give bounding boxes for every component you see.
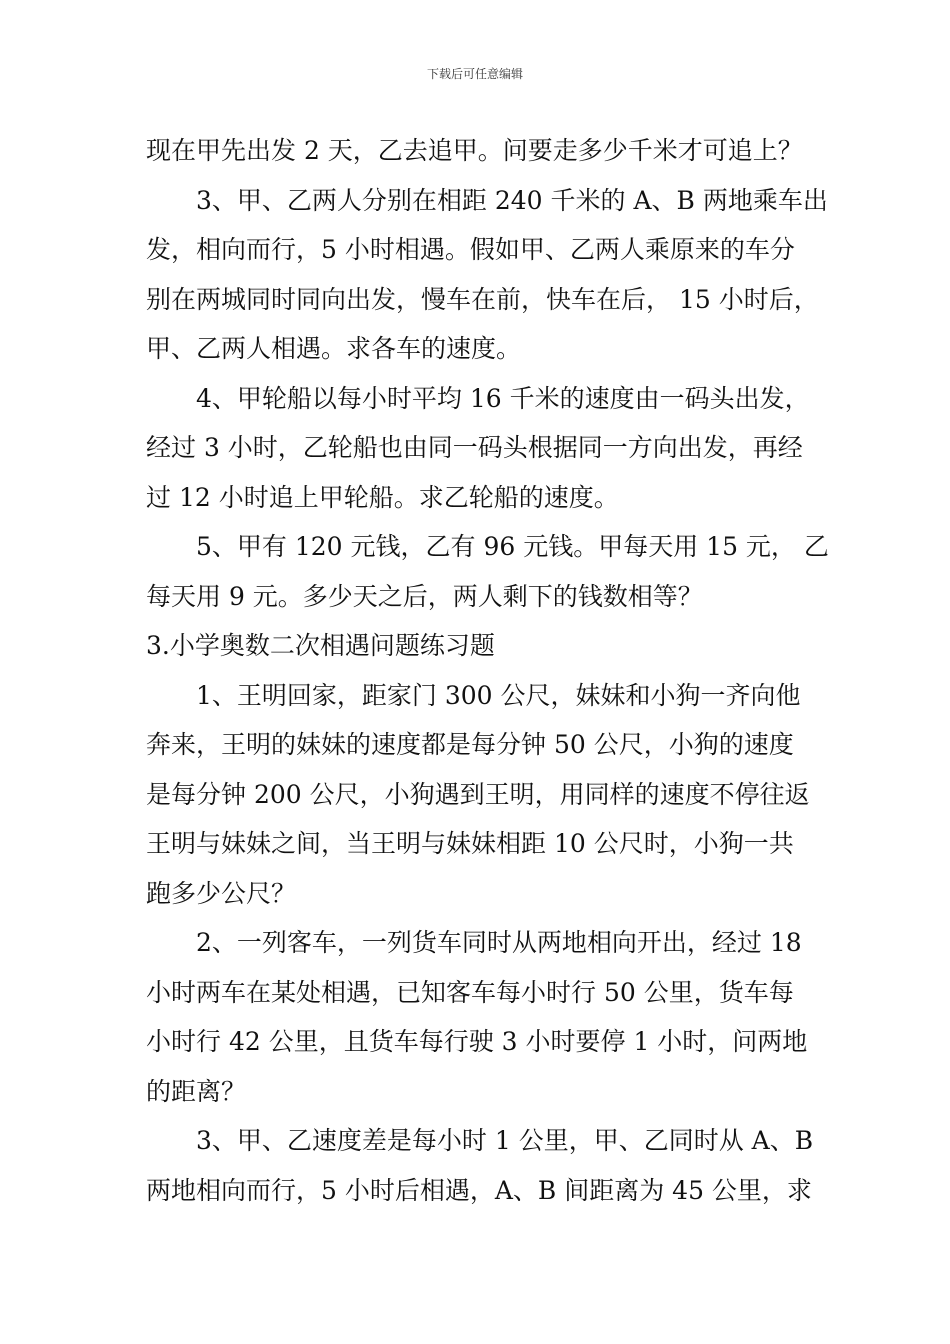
text-line: 甲、乙两人相遇。求各车的速度。 bbox=[146, 334, 522, 363]
text-line: 2、一列客车，一列货车同时从两地相向开出，经过 18 bbox=[196, 928, 802, 957]
text-line: 小时行 42 公里，且货车每行驶 3 小时要停 1 小时，问两地 bbox=[146, 1027, 808, 1056]
paragraph-problem-3 bbox=[146, 176, 828, 374]
text-line: 别在两城同时同向出发，慢车在前，快车在后， 15 小时后， bbox=[146, 284, 819, 314]
text-line: 3、甲、乙两人分别在相距 240 千米的 A、B 两地乘车出 bbox=[196, 185, 828, 215]
paragraph-exercise-2 bbox=[146, 918, 816, 1116]
text-line: 经过 3 小时，乙轮船也由同一码头根据同一方向出发，再经 bbox=[146, 433, 803, 462]
text-line: 跑多少公尺？ bbox=[146, 878, 297, 908]
text-line: 现在甲先出发 2 天，乙去追甲。问要走多少千米才可追上？ bbox=[146, 136, 803, 165]
text-line: 发，相向而行，5 小时相遇。假如甲、乙两人乘原来的车分 bbox=[146, 235, 795, 264]
paragraph-exercise-3 bbox=[146, 1116, 816, 1215]
text-line: 是每分钟 200 公尺，小狗遇到王明，用同样的速度不停往返 bbox=[146, 779, 810, 809]
document-body bbox=[146, 126, 829, 1215]
page-header: 下载后可任意编辑 bbox=[426, 67, 523, 81]
paragraph-problem-4 bbox=[146, 374, 816, 523]
text-line: 过 12 小时追上甲轮船。求乙轮船的速度。 bbox=[146, 482, 619, 512]
paragraph-continuation bbox=[146, 126, 816, 176]
text-line: 奔来，王明的妹妹的速度都是每分钟 50 公尺，小狗的速度 bbox=[146, 730, 794, 759]
text-line: 1、王明回家，距家门 300 公尺，妹妹和小狗一齐向他 bbox=[196, 680, 801, 710]
text-line: 4、甲轮船以每小时平均 16 千米的速度由一码头出发， bbox=[196, 383, 810, 413]
text-line: 每天用 9 元。多少天之后，两人剩下的钱数相等？ bbox=[146, 581, 703, 611]
text-line: 王明与妹妹之间，当王明与妹妹相距 10 公尺时，小狗一共 bbox=[146, 829, 794, 858]
text-line: 5、甲有 120 元钱，乙有 96 元钱。甲每天用 15 元， 乙 bbox=[196, 532, 829, 561]
section-title: 3.小学奥数二次相遇问题练习题 bbox=[146, 631, 495, 660]
text-line: 小时两车在某处相遇，已知客车每小时行 50 公里，货车每 bbox=[146, 977, 794, 1007]
text-line: 的距离？ bbox=[146, 1076, 247, 1106]
section-heading bbox=[146, 621, 816, 671]
paragraph-problem-5 bbox=[146, 522, 829, 621]
text-line: 两地相向而行，5 小时后相遇，A、B 间距离为 45 公里，求 bbox=[146, 1175, 812, 1205]
paragraph-exercise-1 bbox=[146, 671, 816, 919]
text-line: 3、甲、乙速度差是每小时 1 公里，甲、乙同时从 A、B bbox=[196, 1126, 814, 1155]
